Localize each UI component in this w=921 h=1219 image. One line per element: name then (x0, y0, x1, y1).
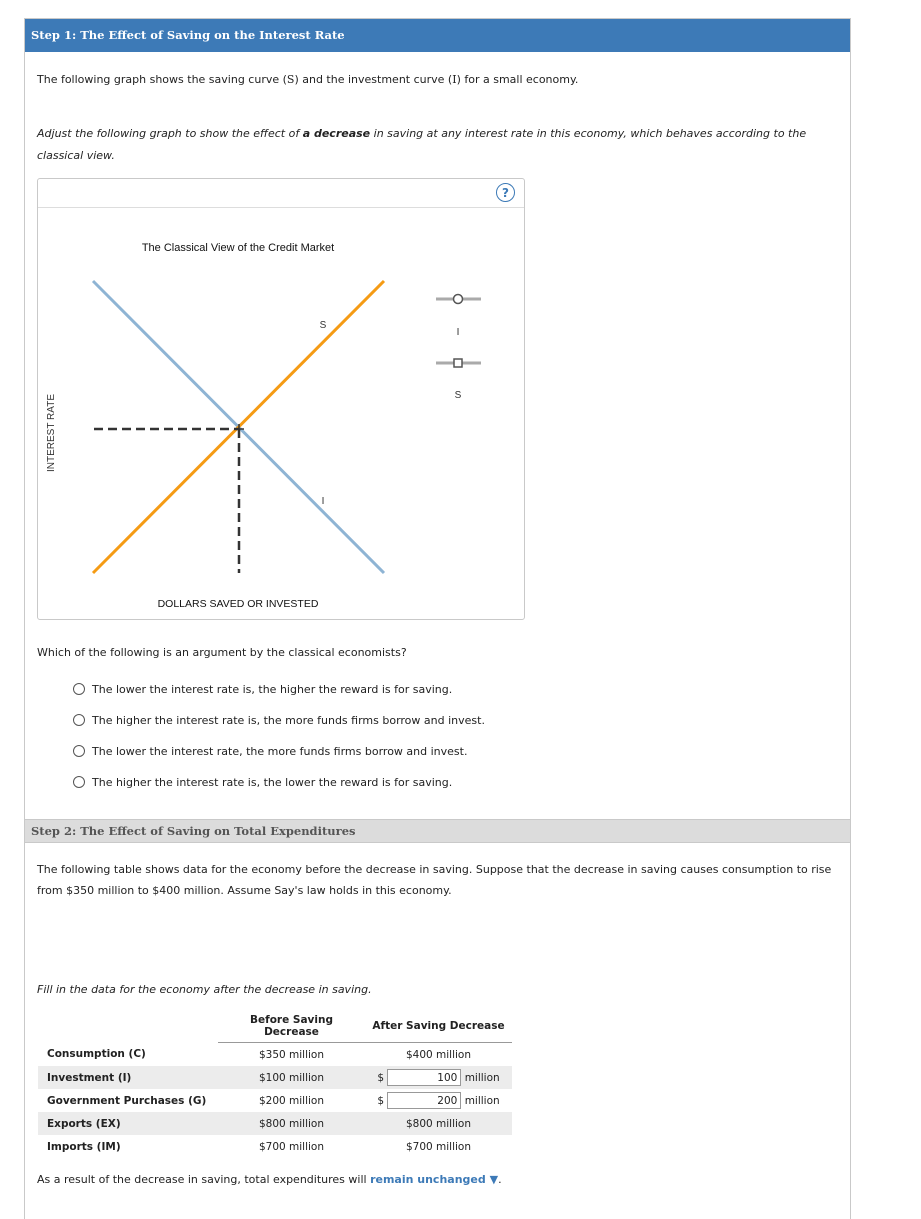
step1-intro: The following graph shows the saving curve (S) and the investment curve (I) for a small economy. (37, 73, 579, 86)
expenditure-dropdown[interactable]: remain unchanged ▼ (370, 1173, 499, 1186)
graph-panel (37, 178, 525, 620)
table-row: Consumption (C) $350 million $400 million (47, 1048, 472, 1061)
step1-header (25, 19, 850, 52)
table-row: Exports (EX) $800 million $800 million (38, 1112, 512, 1135)
table-row: Investment (I) $100 million $ 100 million (38, 1066, 512, 1089)
option-4-label[interactable]: The higher the interest rate is, the lower the reward is for saving. (92, 776, 453, 789)
help-icon[interactable]: ? (496, 183, 515, 202)
option-2-label[interactable]: The higher the interest rate is, the more funds firms borrow and invest. (92, 714, 485, 727)
table-row: Government Purchases (G) $200 million $ 200 million (38, 1089, 512, 1112)
step1-instruction-line2: classical view. (37, 149, 115, 162)
fill-instruction: Fill in the data for the economy after the decrease in saving. (37, 983, 372, 996)
circle-handle-icon[interactable] (454, 295, 463, 304)
radio-option-4[interactable] (73, 776, 85, 788)
radio-option-2[interactable] (73, 714, 85, 726)
result-sentence: As a result of the decrease in saving, total expenditures will remain unchanged ▼. (37, 1173, 502, 1186)
square-handle-icon[interactable] (454, 359, 462, 367)
investment-after-input[interactable]: 100 (387, 1069, 461, 1086)
legend-investment-tool[interactable] (436, 295, 481, 339)
step2-header (25, 819, 850, 843)
step2-text-line1: The following table shows data for the economy before the decrease in saving. Suppose that the decrease in saving causes consumption to rise (37, 863, 832, 876)
curve-s-label: S (319, 320, 327, 331)
radio-option-1[interactable] (73, 683, 85, 695)
legend-saving-tool[interactable] (436, 359, 481, 401)
graph-title: The Classical View of the Credit Market (141, 242, 335, 254)
step2-text-line2: from $350 million to $400 million. Assume Say's law holds in this economy. (37, 884, 452, 897)
col-before-header: Before Saving Decrease (218, 1010, 365, 1043)
legend-s-label: S (454, 390, 462, 401)
curve-i-label: I (321, 496, 325, 507)
step2-title: Step 2: The Effect of Saving on Total Expenditures (31, 824, 356, 838)
table-row: Imports (IM) $700 million $700 million (47, 1140, 472, 1153)
government-after-input[interactable]: 200 (387, 1092, 461, 1109)
x-axis-label: DOLLARS SAVED OR INVESTED (157, 598, 319, 610)
credit-market-graph (38, 179, 524, 619)
y-axis-label: INTEREST RATE (46, 394, 57, 472)
table-header (38, 1010, 512, 1043)
step1-title: Step 1: The Effect of Saving on the Interest Rate (31, 28, 345, 42)
expenditure-table (38, 1010, 512, 1158)
question-prompt: Which of the following is an argument by the classical economists? (37, 646, 407, 659)
col-after-header: After Saving Decrease (365, 1010, 512, 1043)
radio-option-3[interactable] (73, 745, 85, 757)
legend-i-label: I (456, 327, 460, 338)
option-1-label[interactable]: The lower the interest rate is, the higher the reward is for saving. (92, 683, 453, 696)
chevron-down-icon: ▼ (489, 1173, 499, 1186)
problem-frame (24, 18, 851, 1219)
option-3-label[interactable]: The lower the interest rate, the more funds firms borrow and invest. (92, 745, 468, 758)
step1-instruction: Adjust the following graph to show the effect of a decrease in saving at any interest rate in this economy, which behaves according to the (37, 127, 807, 140)
